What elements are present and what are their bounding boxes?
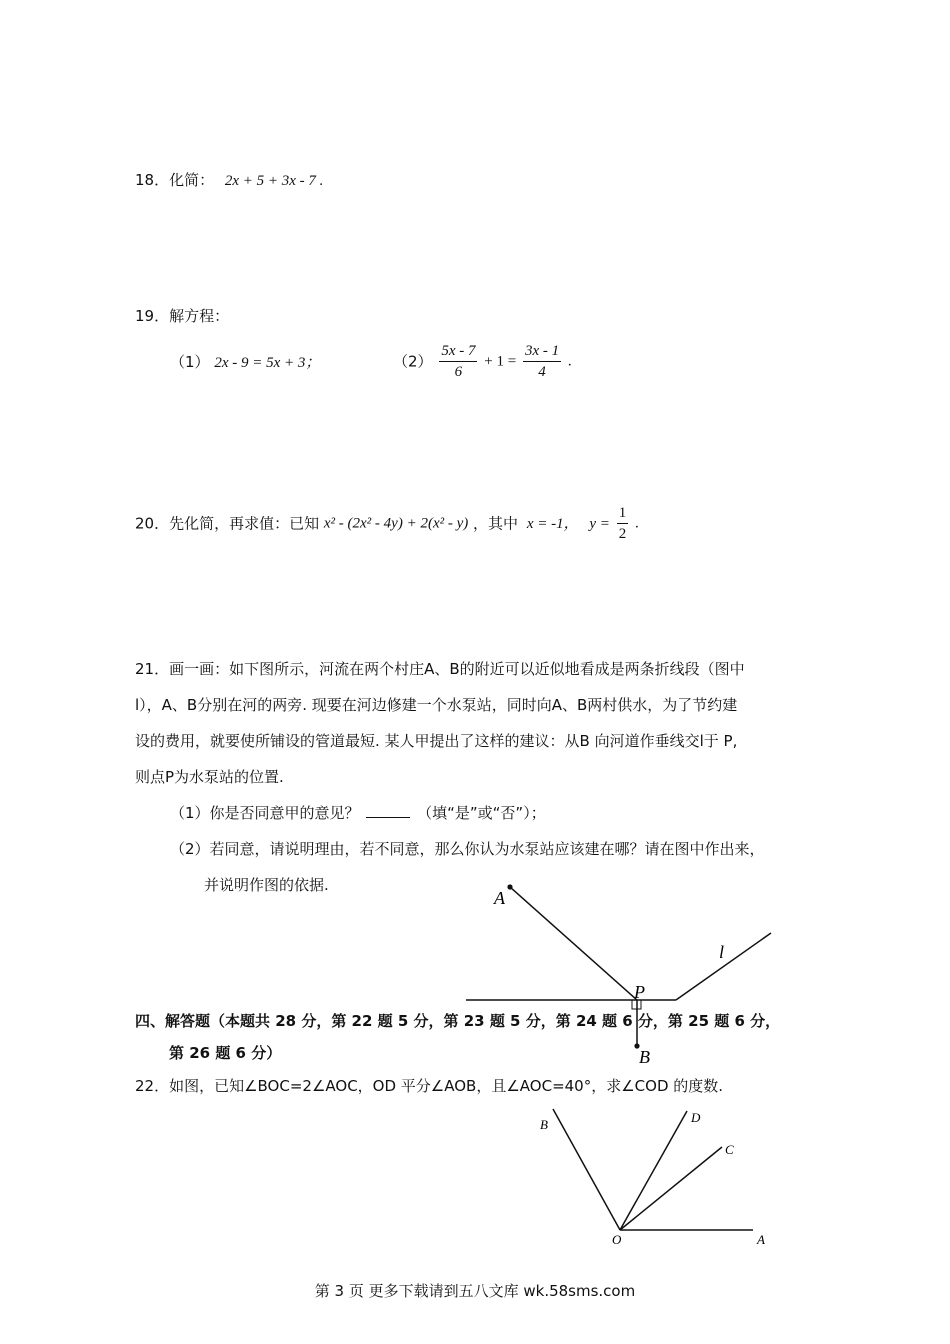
q19-part2-numerator-left: 5x - 7	[439, 342, 477, 362]
label-b: B	[639, 1047, 650, 1067]
q19-part2-end: .	[567, 353, 572, 370]
q19-part2-fraction-left	[439, 342, 477, 381]
label-a: A	[757, 1232, 765, 1247]
q21-sub1-hint: （填“是”或“否”）；	[417, 804, 546, 822]
label-c: C	[725, 1142, 734, 1157]
ray-ob	[553, 1109, 620, 1230]
q20	[135, 504, 639, 543]
q18	[135, 170, 323, 191]
q19-part2	[393, 342, 572, 381]
q22: 22．如图，已知∠BOC=2∠AOC，OD 平分∠AOB，且∠AOC=40°，求∠COD 的度数.	[135, 1077, 724, 1095]
river-segment-left	[510, 887, 637, 1000]
q19-part2-numerator-right: 3x - 1	[523, 342, 561, 362]
q20-y-denominator: 2	[618, 526, 627, 542]
q20-label: 20．先化简，再求值：已知	[135, 514, 320, 533]
q19-part2-fraction-right	[523, 342, 561, 381]
q20-expression: x² - (2x² - 4y) + 2(x² - y)	[323, 515, 469, 532]
q19-part2-denominator-right: 4	[538, 364, 546, 380]
label-p: P	[634, 982, 645, 1002]
ray-oc	[620, 1147, 722, 1230]
ray-od	[620, 1111, 687, 1230]
q19-part1	[170, 352, 320, 373]
q21-sub2-line-2: 并说明作图的依据.	[204, 876, 329, 894]
q19-part1-label: （1）	[170, 353, 210, 371]
q20-x-value: x = -1，	[526, 515, 579, 532]
section-4-heading-line-1: 四、解答题（本题共 28 分，第 22 题 5 分，第 23 题 5 分，第 24 题 6 分，第 25 题 6 分，	[135, 1012, 781, 1030]
answer-blank[interactable]	[366, 803, 410, 818]
q20-y-label: y =	[589, 515, 610, 532]
q20-where: ，其中	[473, 514, 519, 533]
q21-line-2: l），A、B分别在河的两旁. 现要在河边修建一个水泵站，同时向A、B两村供水，为了节约建	[135, 696, 738, 714]
q18-expression: 2x + 5 + 3x - 7 .	[224, 173, 324, 189]
q19-part2-label: （2）	[393, 352, 433, 371]
q21-sub1-question: （1）你是否同意甲的意见？	[170, 804, 360, 822]
q19-heading: 19．解方程：	[135, 307, 230, 325]
q21-line-1: 21．画一画：如下图所示，河流在两个村庄A、B的附近可以近似地看成是两条折线段（图中	[135, 660, 745, 678]
q20-y-fraction	[617, 504, 629, 543]
section-4-heading-line-2: 第 26 题 6 分）	[169, 1044, 282, 1062]
q22-figure	[530, 1105, 780, 1250]
q21-line-3: 设的费用，就要使所铺设的管道最短. 某人甲提出了这样的建议：从B 向河道作垂线交l于 P,	[135, 732, 738, 750]
point-a-dot	[507, 884, 512, 889]
q18-label: 18．化简：	[135, 171, 215, 189]
q19-part2-denominator-left: 6	[454, 364, 463, 380]
q21-sub1	[170, 803, 546, 823]
label-a: A	[494, 888, 505, 908]
q21-sub2-line-1: （2）若同意，请说明理由，若不同意，那么你认为水泵站应该建在哪？请在图中作出来，	[170, 840, 765, 858]
label-l: l	[719, 942, 725, 962]
q21-line-4: 则点P为水泵站的位置.	[135, 768, 284, 786]
q19-part1-equation: 2x - 9 = 5x + 3；	[214, 355, 321, 371]
page-footer: 第 3 页 更多下载请到五八文库 wk.58sms.com	[314, 1282, 636, 1300]
q20-end: .	[634, 515, 639, 532]
label-o: O	[612, 1232, 622, 1247]
q21-figure	[460, 880, 780, 1070]
label-b: B	[540, 1117, 548, 1132]
q20-y-numerator: 1	[617, 504, 629, 524]
q19-part2-middle: + 1 =	[484, 353, 517, 370]
label-d: D	[691, 1110, 701, 1125]
